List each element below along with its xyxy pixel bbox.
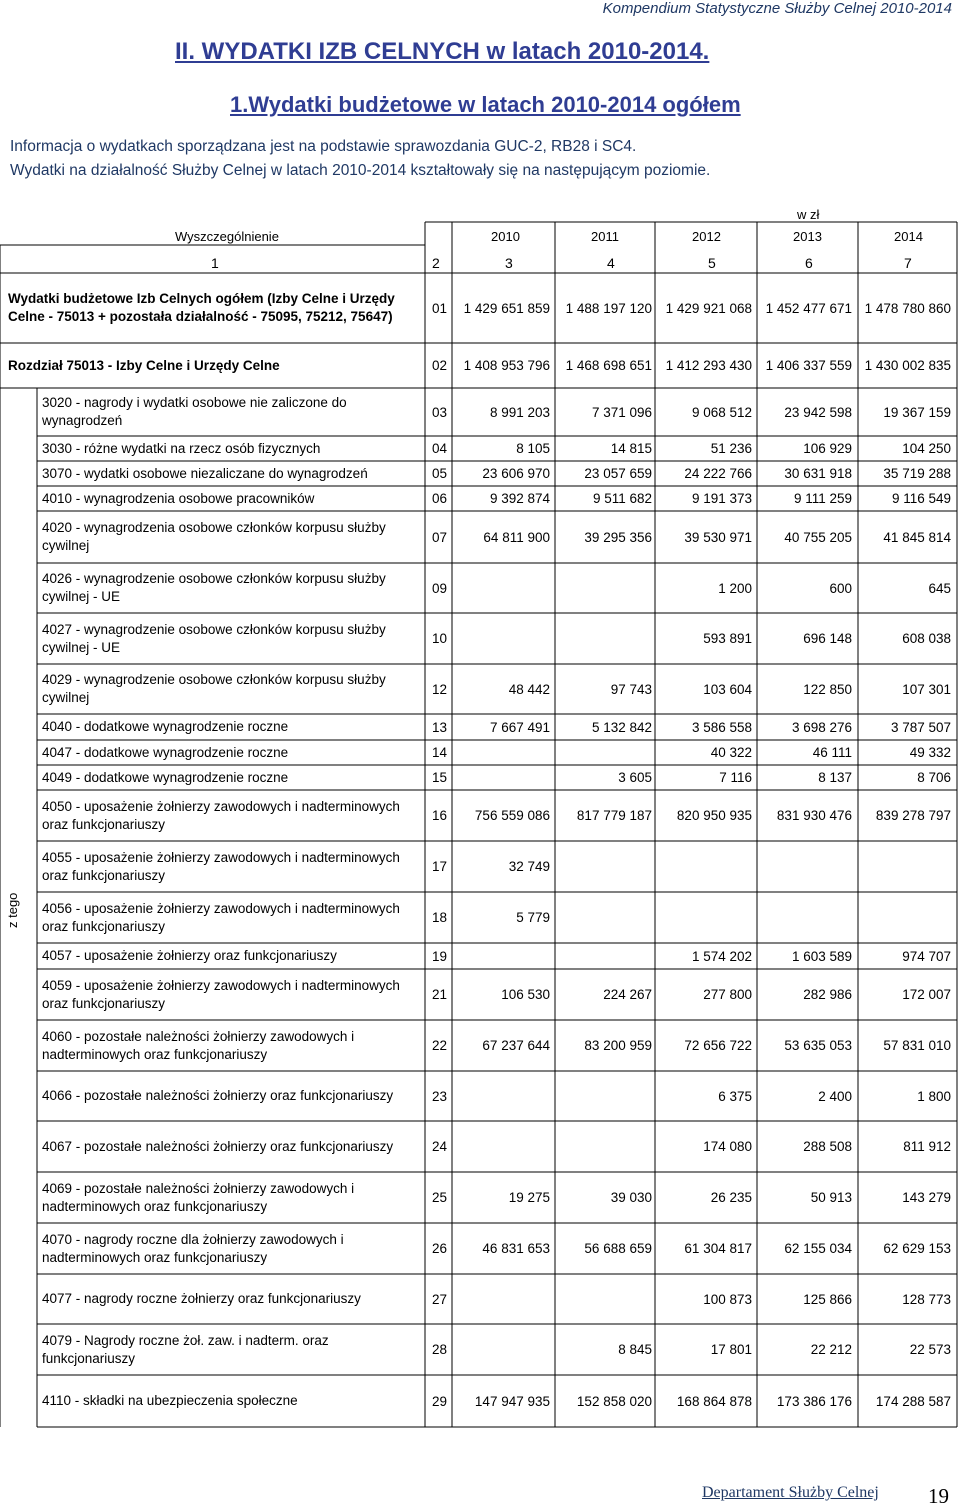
cell-value: 839 278 797 (875, 808, 951, 823)
cell-value: 9 392 874 (489, 491, 550, 506)
header-2011: 2011 (591, 229, 619, 244)
row-label: 4026 - wynagrodzenie osobowe członków korpusu służby cywilnej - UE (42, 571, 386, 604)
row-label: 4027 - wynagrodzenie osobowe członków korpusu służby cywilnej - UE (42, 621, 386, 655)
cell-value: 174 288 587 (875, 1393, 951, 1409)
cell-value: 1 468 698 651 (565, 358, 652, 373)
cell-value: 7 371 096 (591, 404, 652, 420)
row-code: 23 (432, 1088, 448, 1104)
cell-value: 7 667 491 (489, 719, 550, 735)
table-row (0, 511, 960, 563)
footer-department: Departament Służby Celnej (702, 1484, 879, 1501)
table-row (0, 486, 960, 511)
cell-value: 9 511 682 (592, 491, 652, 506)
row-label: Rozdział 75013 - Izby Celne i Urzędy Celne (8, 357, 280, 373)
cell-value: 40 755 205 (784, 529, 852, 545)
cell-value: 2 400 (818, 1088, 852, 1104)
cell-value: 696 148 (803, 631, 852, 646)
unit-label: w zł (797, 207, 820, 222)
row-code: 29 (432, 1393, 448, 1409)
cell-value: 103 604 (703, 681, 752, 697)
cell-value: 97 743 (610, 681, 652, 697)
table-row (0, 714, 960, 740)
row-code: 01 (432, 300, 448, 316)
cell-value: 39 530 971 (684, 529, 752, 545)
cell-value: 1 429 921 068 (665, 300, 752, 316)
row-code: 22 (432, 1038, 448, 1053)
cell-value: 9 116 549 (891, 491, 951, 506)
row-label: 4067 - pozostałe należności żołnierzy oraz funkcjonariuszy (42, 1138, 394, 1154)
cell-value: 5 779 (516, 910, 550, 925)
row-code: 12 (432, 681, 448, 697)
cell-value: 1 406 337 559 (765, 358, 852, 373)
cell-value: 593 891 (703, 631, 752, 646)
cell-value: 5 132 842 (591, 719, 652, 735)
section-title: 1.Wydatki budżetowe w latach 2010-2014 ogółem (230, 92, 741, 117)
cell-value: 51 236 (710, 441, 752, 456)
row-label: 4056 - uposażenie żołnierzy zawodowych i nadterminowych oraz funkcjonariuszy (42, 900, 400, 934)
cell-value: 39 295 356 (584, 529, 652, 545)
cell-value: 1 603 589 (791, 948, 852, 964)
row-code: 16 (432, 808, 448, 823)
cell-value: 174 080 (703, 1139, 752, 1154)
cell-value: 50 913 (810, 1190, 852, 1205)
cell-value: 46 831 653 (482, 1241, 550, 1256)
intro-line-1: Informacja o wydatkach sporządzana jest na podstawie sprawozdania GUC-2, RB28 i SC4. (10, 138, 637, 155)
cell-value: 83 200 959 (584, 1038, 652, 1053)
cell-value: 8 706 (917, 770, 951, 785)
cell-value: 14 815 (610, 441, 652, 456)
intro-line-2: Wydatki na działalność Służby Celnej w latach 2010-2014 kształtowały się na następującym poziomie. (10, 162, 711, 179)
row-code: 25 (432, 1190, 448, 1205)
header-description: Wyszczególnienie (175, 229, 279, 244)
row-code: 14 (432, 745, 448, 760)
row-code: 27 (432, 1291, 448, 1307)
cell-value: 56 688 659 (584, 1241, 652, 1256)
row-code: 17 (432, 859, 448, 874)
cell-value: 35 719 288 (883, 466, 951, 481)
table-row (0, 461, 960, 486)
table-row (0, 841, 960, 892)
cell-value: 1 800 (917, 1088, 951, 1104)
cell-value: 53 635 053 (784, 1038, 852, 1053)
page-number: 19 (928, 1484, 949, 1508)
cell-value: 62 629 153 (883, 1241, 951, 1256)
row-code: 24 (432, 1139, 448, 1154)
cell-value: 32 749 (508, 859, 550, 874)
cell-value: 62 155 034 (784, 1241, 852, 1256)
cell-value: 3 698 276 (791, 719, 852, 735)
cell-value: 8 845 (618, 1342, 652, 1357)
table-row (0, 1375, 960, 1427)
row-code: 13 (432, 719, 448, 735)
row-label: 4057 - uposażenie żołnierzy oraz funkcjonariuszy (42, 948, 337, 963)
column-number: 4 (607, 255, 615, 271)
cell-value: 49 332 (909, 745, 951, 760)
header-2010: 2010 (491, 229, 520, 244)
cell-value: 23 057 659 (584, 466, 652, 481)
cell-value: 48 442 (508, 681, 550, 697)
cell-value: 143 279 (902, 1190, 951, 1205)
cell-value: 811 912 (903, 1139, 951, 1154)
table-row (0, 1020, 960, 1071)
cell-value: 128 773 (902, 1291, 951, 1307)
column-number: 1 (211, 255, 219, 271)
table-row (0, 1324, 960, 1375)
row-label: 3030 - różne wydatki na rzecz osób fizycznych (42, 440, 321, 456)
cell-value: 106 530 (501, 987, 550, 1002)
table-row (0, 273, 960, 343)
row-code: 06 (432, 491, 448, 506)
row-label: 4077 - nagrody roczne żołnierzy oraz funkcjonariuszy (42, 1291, 361, 1306)
row-code: 19 (432, 948, 448, 964)
table-row (0, 436, 960, 461)
cell-value: 22 573 (909, 1342, 951, 1357)
cell-value: 57 831 010 (883, 1038, 951, 1053)
cell-value: 1 200 (718, 580, 752, 596)
row-label: 3020 - nagrody i wydatki osobowe nie zaliczone do wynagrodzeń (42, 395, 347, 428)
cell-value: 1 430 002 835 (864, 358, 951, 373)
cell-value: 168 864 878 (676, 1393, 752, 1409)
row-label: 4029 - wynagrodzenie osobowe członków korpusu służby cywilnej (42, 672, 386, 705)
column-number: 7 (904, 255, 912, 271)
row-label: 4020 - wynagrodzenia osobowe członków korpusu służby cywilnej (42, 520, 386, 553)
cell-value: 9 191 373 (691, 491, 752, 506)
cell-value: 24 222 766 (684, 466, 752, 481)
cell-value: 19 367 159 (883, 404, 951, 420)
row-code: 26 (432, 1241, 448, 1256)
table-row (0, 969, 960, 1020)
table-row (0, 343, 960, 388)
cell-value: 22 212 (810, 1342, 852, 1357)
cell-value: 1 478 780 860 (864, 300, 951, 316)
cell-value: 125 866 (803, 1291, 852, 1307)
cell-value: 19 275 (508, 1190, 550, 1205)
cell-value: 3 787 507 (890, 719, 951, 735)
cell-value: 1 408 953 796 (463, 358, 550, 373)
row-code: 21 (432, 987, 448, 1002)
cell-value: 1 429 651 859 (463, 300, 550, 316)
table-row (0, 943, 960, 969)
table-row (0, 1223, 960, 1274)
cell-value: 8 991 203 (489, 404, 550, 420)
table-row (0, 790, 960, 841)
cell-value: 100 873 (703, 1291, 752, 1307)
cell-value: 152 858 020 (576, 1393, 652, 1409)
row-label: 4069 - pozostałe należności żołnierzy zawodowych i nadterminowych oraz funkcjonariuszy (42, 1180, 355, 1214)
row-code: 02 (432, 358, 448, 373)
row-label: 4060 - pozostałe należności żołnierzy zawodowych i nadterminowych oraz funkcjonariuszy (42, 1028, 355, 1062)
cell-value: 41 845 814 (883, 529, 951, 545)
cell-value: 172 007 (902, 987, 951, 1002)
cell-value: 6 375 (718, 1088, 752, 1104)
row-label: 3070 - wydatki osobowe niezaliczane do wynagrodzeń (42, 465, 368, 481)
cell-value: 122 850 (803, 681, 852, 697)
cell-value: 61 304 817 (684, 1241, 752, 1256)
cell-value: 173 386 176 (776, 1393, 852, 1409)
cell-value: 26 235 (710, 1190, 752, 1205)
row-label: 4110 - składki na ubezpieczenia społeczne (42, 1393, 298, 1408)
column-number: 6 (805, 255, 813, 271)
row-label: Wydatki budżetowe Izb Celnych ogółem (Izby Celne i Urzędy Celne - 75013 + pozostała działalność - 75095, 75212, 75647) (8, 291, 395, 324)
row-code: 09 (432, 580, 448, 596)
cell-value: 817 779 187 (576, 808, 652, 823)
running-head: Kompendium Statystyczne Służby Celnej 2010-2014 (602, 0, 952, 17)
column-number: 3 (505, 255, 513, 271)
row-code: 18 (432, 910, 448, 925)
side-label: z tego (5, 892, 20, 928)
table-row (0, 1172, 960, 1223)
table-row (0, 1071, 960, 1121)
cell-value: 8 137 (818, 770, 852, 785)
table-row (0, 892, 960, 943)
cell-value: 23 606 970 (482, 466, 550, 481)
cell-value: 288 508 (803, 1139, 852, 1154)
row-code: 28 (432, 1342, 448, 1357)
cell-value: 9 068 512 (691, 404, 752, 420)
column-number: 2 (432, 255, 440, 271)
cell-value: 820 950 935 (676, 808, 752, 823)
row-label: 4047 - dodatkowe wynagrodzenie roczne (42, 744, 289, 760)
cell-value: 974 707 (902, 948, 951, 964)
cell-value: 224 267 (603, 987, 652, 1002)
cell-value: 1 574 202 (691, 948, 752, 964)
row-label: 4049 - dodatkowe wynagrodzenie roczne (42, 769, 289, 785)
cell-value: 107 301 (902, 681, 951, 697)
cell-value: 9 111 259 (793, 491, 852, 506)
row-label: 4010 - wynagrodzenia osobowe pracowników (42, 490, 315, 506)
table-row (0, 740, 960, 765)
cell-value: 147 947 935 (474, 1393, 550, 1409)
cell-value: 17 801 (710, 1342, 752, 1357)
cell-value: 67 237 644 (482, 1038, 550, 1053)
cell-value: 1 412 293 430 (665, 358, 752, 373)
cell-value: 282 986 (803, 987, 852, 1002)
cell-value: 3 605 (618, 770, 652, 785)
cell-value: 3 586 558 (691, 719, 752, 735)
table-row (0, 388, 960, 436)
column-number: 5 (708, 255, 716, 271)
cell-value: 39 030 (610, 1190, 652, 1205)
cell-value: 23 942 598 (784, 404, 852, 420)
row-label: 4070 - nagrody roczne dla żołnierzy zawodowych i nadterminowych oraz funkcjonariuszy (42, 1231, 344, 1265)
cell-value: 64 811 900 (483, 529, 550, 545)
table-row (0, 563, 960, 613)
cell-value: 831 930 476 (776, 808, 852, 823)
row-label: 4050 - uposażenie żołnierzy zawodowych i nadterminowych oraz funkcjonariuszy (42, 798, 400, 832)
row-code: 03 (432, 404, 448, 420)
row-label: 4079 - Nagrody roczne żoł. zaw. i nadterm. oraz funkcjonariuszy (42, 1332, 329, 1366)
cell-value: 46 111 (812, 745, 852, 760)
cell-value: 7 116 (719, 770, 752, 785)
table-row (0, 1274, 960, 1324)
header-2014: 2014 (894, 229, 923, 244)
row-label: 4040 - dodatkowe wynagrodzenie roczne (42, 719, 289, 734)
cell-value: 106 929 (803, 441, 852, 456)
table-row (0, 664, 960, 714)
row-label: 4059 - uposażenie żołnierzy zawodowych i nadterminowych oraz funkcjonariuszy (42, 977, 400, 1011)
row-label: 4066 - pozostałe należności żołnierzy oraz funkcjonariuszy (42, 1088, 394, 1103)
table-row (0, 765, 960, 790)
cell-value: 277 800 (703, 987, 752, 1002)
cell-value: 40 322 (710, 745, 752, 760)
cell-value: 30 631 918 (784, 466, 852, 481)
cell-value: 1 488 197 120 (565, 300, 652, 316)
row-label: 4055 - uposażenie żołnierzy zawodowych i nadterminowych oraz funkcjonariuszy (42, 849, 400, 883)
row-code: 05 (432, 466, 448, 481)
row-code: 07 (432, 529, 448, 545)
cell-value: 645 (928, 580, 951, 596)
row-code: 15 (432, 770, 448, 785)
cell-value: 608 038 (902, 631, 951, 646)
cell-value: 72 656 722 (684, 1038, 752, 1053)
table-row (0, 613, 960, 664)
page-title: II. WYDATKI IZB CELNYCH w latach 2010-2014. (175, 38, 710, 65)
header-2012: 2012 (692, 229, 721, 244)
cell-value: 8 105 (516, 441, 550, 456)
row-code: 10 (432, 631, 448, 646)
header-2013: 2013 (793, 229, 822, 244)
cell-value: 756 559 086 (474, 808, 550, 823)
cell-value: 104 250 (902, 441, 951, 456)
cell-value: 1 452 477 671 (765, 300, 852, 316)
table-row (0, 1121, 960, 1172)
cell-value: 600 (829, 580, 852, 596)
row-code: 04 (432, 441, 448, 456)
